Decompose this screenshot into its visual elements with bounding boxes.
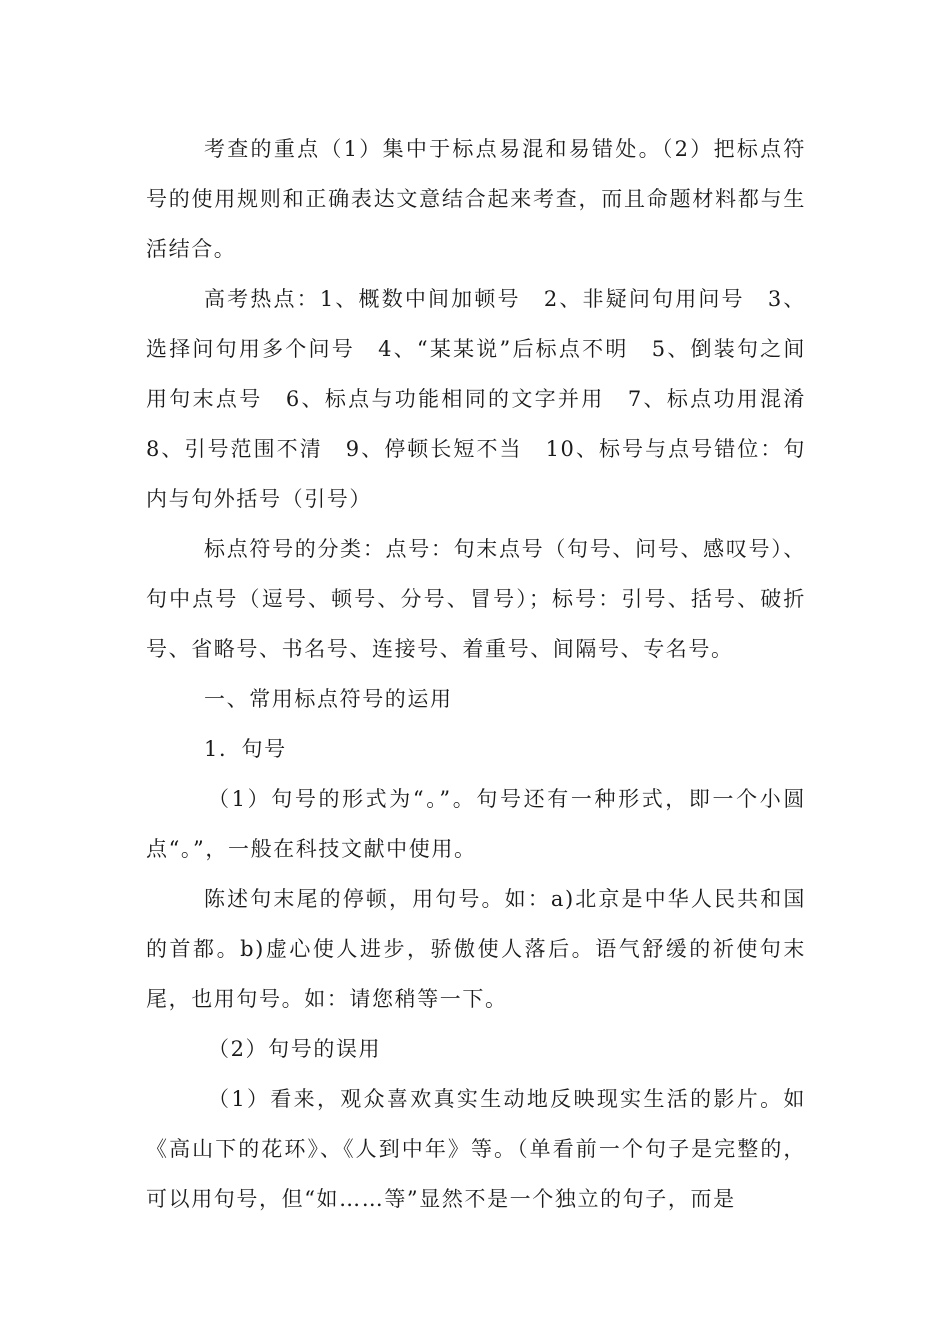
- paragraph-period-form: （1）句号的形式为“。”。句号还有一种形式，即一个小圆点“。”，一般在科技文献中使用。: [146, 787, 806, 861]
- paragraph-period-usage: 陈述句末尾的停顿，用句号。如：a)北京是中华人民共和国的首都。b)虚心使人进步，骄傲使人落后。语气舒缓的祈使句末尾，也用句号。如：请您稍等一下。: [146, 887, 806, 1011]
- document-body: [146, 124, 829, 1224]
- paragraph-exam-focus: 考查的重点（1）集中于标点易混和易错处。（2）把标点符号的使用规则和正确表达文意结合起来考查，而且命题材料都与生活结合。: [146, 137, 806, 261]
- subsection-heading-period: 1．句号: [204, 737, 287, 761]
- paragraph-hot-topics: 高考热点：1、概数中间加顿号 2、非疑问句用问号 3、选择问句用多个问号 4、“某某说”后标点不明 5、倒装句之间用句末点号 6、标点与功能相同的文字并用 7、标点功用混淆 8、引号范围不清 9、停顿长短不当 10、标号与点号错位：句内与句外括号（引号）: [146, 287, 829, 511]
- paragraph-punctuation-classification: 标点符号的分类：点号：句末点号（句号、问号、感叹号）、句中点号（逗号、顿号、分号、冒号）；标号：引号、括号、破折号、省略号、书名号、连接号、着重号、间隔号、专名号。: [146, 537, 806, 661]
- section-heading-common-punctuation: 一、常用标点符号的运用: [204, 687, 453, 711]
- subsection-heading-period-misuse: （2）句号的误用: [208, 1037, 382, 1061]
- paragraph-period-misuse-example: （1）看来，观众喜欢真实生动地反映现实生活的影片。如《高山下的花环》、《人到中年》等。（单看前一个句子是完整的，可以用句号，但“如……等”显然不是一个独立的句子，而是: [146, 1087, 806, 1211]
